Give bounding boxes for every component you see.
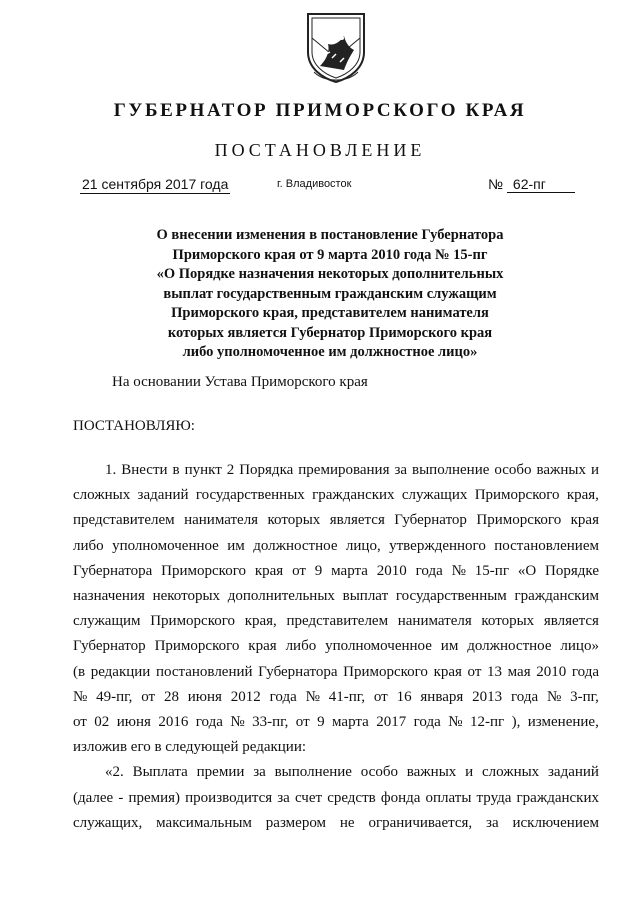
body-word: нанимателя [397, 613, 472, 630]
body-word: служащих [401, 487, 468, 504]
body-word: выплат [342, 588, 389, 605]
body-word: 13 [487, 663, 503, 680]
body-word: № [305, 688, 320, 705]
body-word: года [510, 688, 539, 705]
body-word: Порядке [545, 562, 599, 579]
body-word: не [339, 814, 355, 831]
document-body [73, 458, 599, 836]
body-word: № [448, 714, 463, 731]
document-number [488, 176, 575, 193]
body-word: Приморского [161, 562, 246, 579]
body-word: июня [187, 688, 222, 705]
body-word: производится [185, 789, 273, 806]
number-prefix: № [488, 176, 504, 192]
body-word: является [543, 613, 599, 630]
body-word: 1. [105, 462, 117, 478]
body-word: 28 [163, 688, 179, 705]
body-word: 9 [314, 562, 323, 579]
body-word: 2016 [158, 714, 189, 731]
body-word: гражданским [514, 588, 599, 605]
body-word: 49-пг, [96, 688, 133, 705]
body-word: года [571, 663, 599, 680]
body-word: 02 [94, 714, 110, 731]
body-word: края [570, 512, 599, 529]
body-word: от [141, 688, 156, 705]
body-word: и [465, 764, 474, 781]
body-line [73, 534, 599, 559]
body-word: края, [566, 487, 599, 504]
body-word: января [420, 688, 464, 705]
resolution-heading: ПОСТАНОВЛЯЮ: [73, 418, 195, 434]
body-line: изложив его в следующей редакции: [73, 739, 307, 756]
body-word: Порядка [239, 462, 294, 478]
body-word: края [433, 663, 462, 680]
body-word: Губернатор [394, 512, 467, 529]
body-line [73, 786, 599, 811]
body-word: № [546, 688, 562, 705]
body-word: назначения [73, 588, 145, 605]
body-word: 2 [226, 462, 235, 478]
body-word: 12-пг [469, 714, 505, 731]
body-word: - [118, 789, 124, 806]
coat-of-arms-emblem [300, 8, 372, 84]
subject-line: либо уполномоченное им должностное лицо» [182, 344, 478, 360]
body-word: исключением [512, 814, 599, 831]
body-word: Приморского [343, 663, 428, 680]
body-word: уполномоченное [325, 638, 432, 655]
body-word: 3-пг, [570, 688, 599, 705]
body-word: № [451, 562, 466, 579]
body-word: служащих, [73, 814, 143, 831]
body-word: важных [536, 462, 586, 478]
body-word: труда [476, 789, 512, 806]
body-word: марта [331, 562, 368, 579]
body-word: года [415, 562, 443, 579]
body-word: постановлений [155, 663, 253, 680]
body-word: «2. [105, 764, 124, 781]
body-word: от [295, 714, 310, 731]
body-word: Внести [121, 462, 168, 478]
body-word: марта [332, 714, 369, 731]
body-line [73, 508, 599, 533]
body-word: сложных [481, 764, 540, 781]
body-line [73, 483, 599, 508]
body-word: № [230, 714, 245, 731]
body-word: либо [285, 638, 317, 655]
body-word: края [248, 638, 277, 655]
body-word: Губернатор [73, 638, 146, 655]
body-word: им [227, 537, 245, 554]
body-word: 2013 [472, 688, 503, 705]
body-line [73, 458, 599, 483]
subject-line: Приморского края от 9 марта 2010 года № 15-пг [172, 246, 488, 263]
body-word: лицо» [560, 638, 599, 655]
body-word: июня [116, 714, 151, 731]
body-word: № [73, 688, 88, 705]
body-line [73, 760, 599, 785]
body-word: выполнение [412, 462, 490, 478]
body-word: Губернатора [73, 562, 153, 579]
body-word: является [329, 512, 385, 529]
body-word: от [73, 714, 87, 731]
body-word: 41-пг, [328, 688, 366, 705]
body-word: «О [517, 562, 537, 579]
body-word: 9 [317, 714, 325, 731]
body-line [73, 609, 599, 634]
body-line [73, 811, 599, 836]
body-word: государственным [395, 588, 507, 605]
body-word: гражданских [516, 789, 599, 806]
body-word: ), [511, 714, 521, 731]
body-word: 2010 [536, 663, 567, 680]
body-word: за [486, 814, 499, 831]
body-word: от [467, 663, 482, 680]
body-word: мая [507, 663, 531, 680]
body-word: средств [327, 789, 376, 806]
body-word: 33-пг, [252, 714, 289, 731]
body-word: должностное [467, 638, 552, 655]
body-line [73, 559, 599, 584]
body-word: представителем [286, 613, 389, 630]
body-word: Выплата [132, 764, 188, 781]
body-word: пункт [184, 462, 222, 478]
body-line [73, 685, 599, 710]
body-word: изменение, [527, 714, 599, 731]
body-word: 16 [396, 688, 412, 705]
body-word: 15-пг [474, 562, 509, 579]
body-line [73, 710, 599, 735]
body-word: представителем [73, 512, 175, 529]
body-word: которых [267, 512, 321, 529]
body-word: премии [196, 764, 245, 781]
body-word: 2012 [230, 688, 261, 705]
body-word: дополнительных [227, 588, 335, 605]
body-word: Приморского [476, 512, 562, 529]
body-line [73, 660, 599, 685]
body-word: 2017 [376, 714, 407, 731]
body-word: либо [73, 537, 104, 554]
body-word: важных [406, 764, 457, 781]
body-word: года [269, 688, 297, 705]
body-word: счет [294, 789, 323, 806]
body-word: которых [481, 613, 535, 630]
body-word: утвержденного [389, 537, 486, 554]
subject-line: Приморского края, представителем нанимателя [171, 305, 489, 321]
body-word: некоторых [152, 588, 221, 605]
subject-line: «О Порядке назначения некоторых дополнительных [156, 266, 504, 282]
body-word: за [394, 462, 408, 478]
body-word: премирования [298, 462, 390, 478]
body-word: Приморского [150, 613, 236, 630]
number-value: 62-пг [507, 176, 575, 193]
body-word: особо [360, 764, 398, 781]
body-word: 2010 [376, 562, 407, 579]
document-subject [120, 226, 540, 363]
legal-basis: На основании Устава Приморского края [112, 374, 368, 390]
body-word: премия) [128, 789, 181, 806]
body-word: года [195, 714, 223, 731]
body-line [73, 634, 599, 659]
body-word: размером [265, 814, 327, 831]
body-word: фонда [380, 789, 421, 806]
document-city: г. Владивосток [277, 178, 352, 190]
body-word: выполнение [274, 764, 352, 781]
body-word: редакции [90, 663, 151, 680]
body-word: (в [73, 663, 86, 680]
body-word: постановлением [494, 537, 599, 554]
document-type: ПОСТАНОВЛЕНИЕ [214, 140, 426, 160]
body-word: им [440, 638, 459, 655]
body-word: за [253, 764, 266, 781]
subject-line: которых является Губернатор Приморского края [167, 324, 493, 341]
body-word: заданий [548, 764, 599, 781]
body-word: края, [244, 613, 277, 630]
body-word: за [277, 789, 290, 806]
body-word: лицо, [345, 537, 381, 554]
body-word: Приморского [474, 487, 560, 504]
body-word: от [373, 688, 388, 705]
body-word: особо [494, 462, 532, 478]
body-word: в [172, 462, 180, 478]
body-word: максимальным [156, 814, 252, 831]
body-word: года [413, 714, 441, 731]
body-word: сложных [73, 487, 131, 504]
body-word: края [254, 562, 284, 579]
document-date: 21 сентября 2017 года [82, 176, 229, 192]
org-title: ГУБЕРНАТОР ПРИМОРСКОГО КРАЯ [113, 100, 527, 121]
body-word: ограничивается, [368, 814, 473, 831]
body-word: оплаты [425, 789, 472, 806]
body-word: Приморского [154, 638, 240, 655]
body-word: (далее [73, 789, 114, 806]
body-word: и [590, 462, 599, 478]
body-word: должностное [253, 537, 338, 554]
body-word: Губернатора [258, 663, 338, 680]
body-word: служащим [73, 613, 141, 630]
subject-line: выплат государственным гражданским служащим [163, 285, 497, 302]
body-word: гражданских [312, 487, 395, 504]
body-line [73, 584, 599, 609]
body-word: заданий [137, 487, 189, 504]
subject-line: О внесении изменения в постановление Губернатора [156, 227, 504, 243]
body-word: уполномоченное [112, 537, 219, 554]
body-word: от [292, 562, 306, 579]
body-word: государственных [195, 487, 305, 504]
body-word: нанимателя [184, 512, 259, 529]
